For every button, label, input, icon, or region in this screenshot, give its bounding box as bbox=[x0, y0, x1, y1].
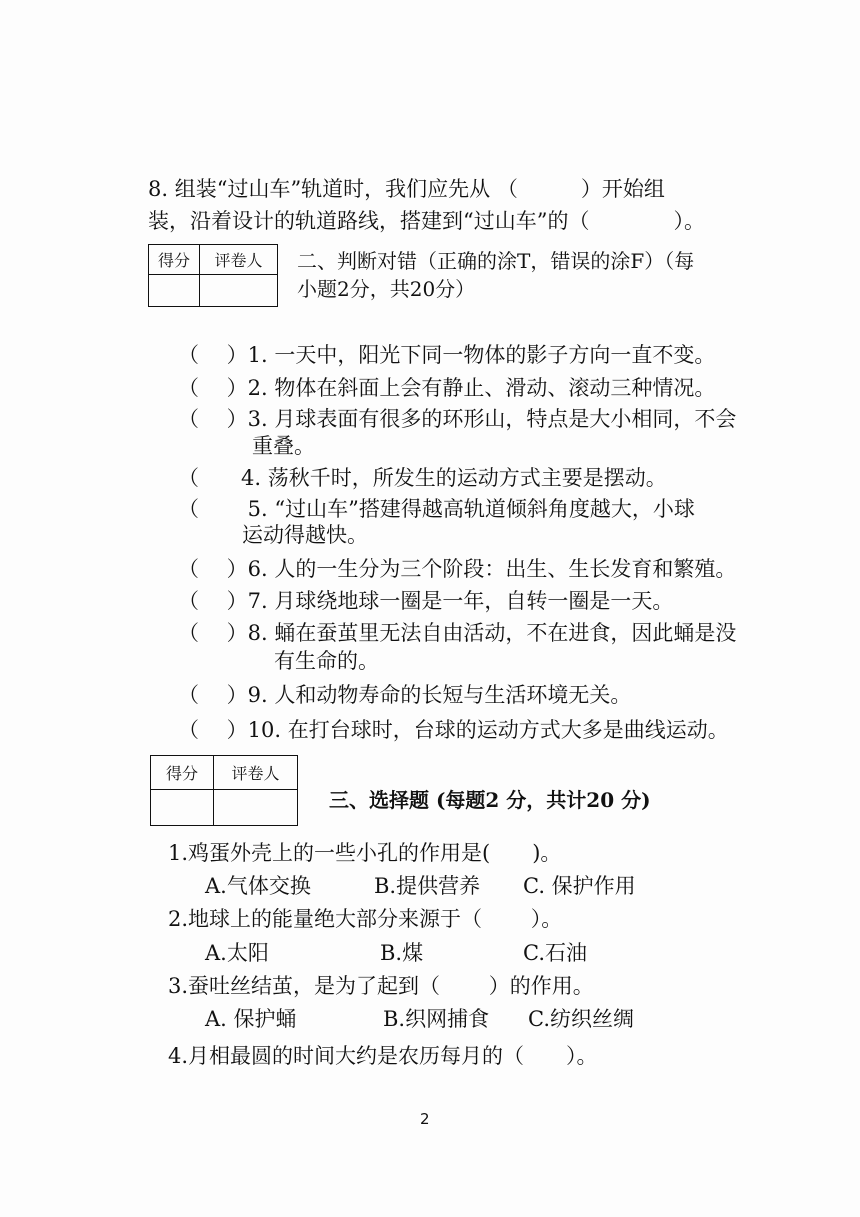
judge-item-5-cont: 运动得越快。 bbox=[242, 523, 368, 547]
grader-cell[interactable] bbox=[200, 275, 278, 307]
judge-item-2: （ ）2. 物体在斜面上会有静止、滑动、滚动三种情况。 bbox=[178, 376, 716, 400]
score-table-section-2 bbox=[148, 244, 278, 307]
judge-item-3: （ ）3. 月球表面有很多的环形山，特点是大小相同，不会 bbox=[178, 407, 737, 431]
q3-option-b: B.织网捕食 bbox=[383, 1007, 490, 1031]
judge-item-9: （ ）9. 人和动物寿命的长短与生活环境无关。 bbox=[178, 683, 632, 707]
q1-option-b: B.提供营养 bbox=[374, 874, 481, 898]
choice-question-2: 2.地球上的能量绝大部分来源于（ ）。 bbox=[168, 907, 563, 931]
judge-item-5: （ 5. “过山车”搭建得越高轨道倾斜角度越大，小球 bbox=[178, 497, 695, 521]
judge-item-3-cont: 重叠。 bbox=[252, 434, 315, 458]
q2-option-c: C.石油 bbox=[523, 941, 587, 965]
score-cell[interactable] bbox=[149, 275, 200, 307]
judge-item-1: （ ）1. 一天中，阳光下同一物体的影子方向一直不变。 bbox=[178, 343, 716, 367]
q2-option-a: A.太阳 bbox=[205, 941, 269, 965]
section-2-title-line-2: 小题2分，共20分） bbox=[297, 277, 476, 301]
judge-item-4: （ 4. 荡秋千时，所发生的运动方式主要是摆动。 bbox=[178, 466, 667, 490]
question-8-line-1: 8. 组装“过山车”轨道时，我们应先从 （ ）开始组 bbox=[148, 177, 665, 201]
judge-item-10: （ ）10. 在打台球时，台球的运动方式大多是曲线运动。 bbox=[178, 718, 729, 742]
page-number: 2 bbox=[420, 1110, 430, 1128]
grader-header: 评卷人 bbox=[200, 245, 278, 275]
judge-item-6: （ ）6. 人的一生分为三个阶段：出生、生长发育和繁殖。 bbox=[178, 557, 737, 581]
section-3-title: 三、选择题 (每题2 分，共计20 分) bbox=[329, 788, 651, 812]
choice-question-1: 1.鸡蛋外壳上的一些小孔的作用是( )。 bbox=[168, 841, 562, 865]
q3-option-a: A. 保护蛹 bbox=[205, 1007, 297, 1031]
score-cell[interactable] bbox=[151, 790, 214, 826]
score-header: 得分 bbox=[151, 756, 214, 790]
q3-option-c: C.纺织丝绸 bbox=[528, 1007, 634, 1031]
q1-option-c: C. 保护作用 bbox=[523, 874, 636, 898]
choice-question-4: 4.月相最圆的时间大约是农历每月的（ ）。 bbox=[168, 1044, 598, 1068]
judge-item-8: （ ）8. 蛹在蚕茧里无法自由活动，不在进食，因此蛹是没 bbox=[178, 621, 737, 645]
choice-question-3: 3.蚕吐丝结茧，是为了起到（ ）的作用。 bbox=[168, 974, 594, 998]
score-table-section-3 bbox=[150, 755, 298, 826]
question-8-line-2: 装，沿着设计的轨道路线，搭建到“过山车”的（ ）。 bbox=[148, 209, 705, 233]
grader-header: 评卷人 bbox=[214, 756, 298, 790]
grader-cell[interactable] bbox=[214, 790, 298, 826]
score-header: 得分 bbox=[149, 245, 200, 275]
q2-option-b: B.煤 bbox=[380, 941, 424, 965]
judge-item-7: （ ）7. 月球绕地球一圈是一年，自转一圈是一天。 bbox=[178, 589, 674, 613]
q1-option-a: A.气体交换 bbox=[205, 874, 311, 898]
section-2-title-line-1: 二、判断对错（正确的涂T，错误的涂F）（每 bbox=[297, 249, 695, 273]
judge-item-8-cont: 有生命的。 bbox=[274, 649, 379, 673]
